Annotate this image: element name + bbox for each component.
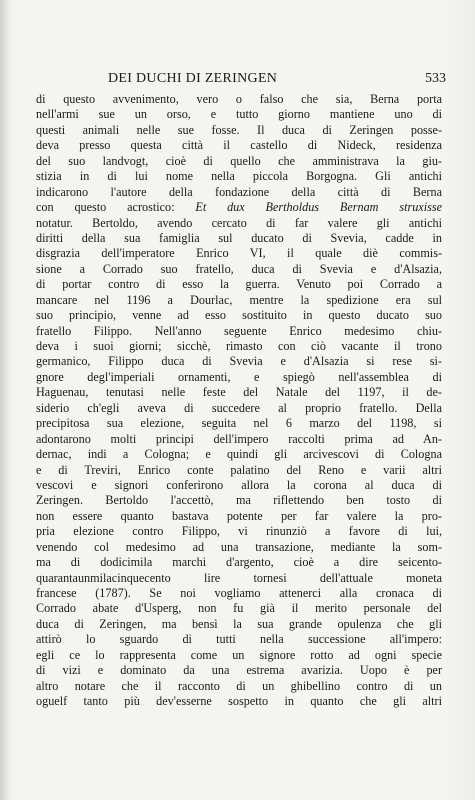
text-line: venendo col medesimo ad una transazione, mediante la som-: [36, 539, 442, 554]
text-line: vescovi e signori conferirono allora la corona al duca di: [36, 477, 442, 492]
text-line: suo principio, venne ad esso sostituito in questo ducato suo: [36, 308, 442, 323]
text-line: egli ce lo rappresenta come un signore rotto ad ogni specie: [36, 647, 442, 662]
text-line: mancare nel 1196 a Dourlac, mentre la spedizione era sul: [36, 292, 442, 307]
text-line: ma di dodicimila marchi d'argento, cioè a dire seicento-: [36, 555, 442, 570]
text-line: sione a Corrado suo fratello, duca di Svevia e d'Alsazia,: [36, 261, 442, 276]
text-line: questi animali nelle sue fosse. Il duca di Zeringen posse-: [36, 122, 442, 137]
acrostic-intro: con questo acrostico:: [36, 200, 175, 215]
text-line: francese (1787). Se noi vogliamo attenerci alla cronaca di: [36, 586, 442, 600]
text-line: deva presso questa città il castello di Nideck, residenza: [36, 138, 442, 153]
text-line: siderio ch'egli aveva di succedere al proprio fratello. Della: [36, 400, 442, 415]
acrostic-quote: Et dux Bertholdus Bernam struxisse: [195, 200, 442, 215]
text-line: pria elezione contro Filippo, vi rinunziò a favore di lui,: [36, 524, 442, 539]
text-line: di questo avvenimento, vero o falso che sia, Berna porta: [36, 92, 442, 106]
text-line: di vizi e dominato da una estrema avarizia. Uopo è per: [36, 663, 442, 678]
text-line: duca di Zeringen, ma bensì la sua grande opulenza che gli: [36, 616, 442, 631]
text-line: e di Treviri, Enrico conte palatino del Reno e varii altri: [36, 462, 442, 477]
text-line: deva i suoi giorni; sicchè, rimasto con ciò vacante il trono: [36, 339, 442, 353]
text-line: non essere quanto bastava potente per far valere la pro-: [36, 508, 442, 523]
text-line: nell'armi sue un orso, e tutto giorno mantiene uno di: [36, 107, 442, 122]
text-line: altro notare che il racconto di un ghibellino contro di un: [36, 678, 442, 693]
text-line: oguelf tanto più dev'esserne sospetto in quanto che gli altri: [36, 694, 442, 709]
gutter-shadow: [0, 0, 10, 800]
text-line: adontarono molti principi dell'impero raccolti prima ad An-: [36, 431, 442, 446]
text-line: Corrado abate d'Usperg, non fu già il merito personale del: [36, 601, 442, 616]
text-line: stizia in di lui nome nella piccola Borgogna. Gli antichi: [36, 169, 442, 184]
body-text: [36, 92, 442, 710]
text-line: precipitosa sua elezione, seguita nel 6 marzo del 1198, si: [36, 416, 442, 431]
text-line: Haguenau, tenutasi nelle feste del Natale del 1197, il de-: [36, 385, 442, 400]
text-line: fratello Filippo. Nell'anno seguente Enrico medesimo chiu-: [36, 323, 442, 338]
text-line: notatur. Bertoldo, avendo cercato di far valere gli antichi: [36, 215, 442, 230]
running-head: DEI DUCHI DI ZERINGEN: [108, 71, 278, 86]
page-number: 533: [425, 71, 446, 86]
text-line: germanico, Filippo duca di Svevia e d'Alsazia si rese si-: [36, 354, 442, 369]
text-line-acrostic: [36, 200, 442, 215]
text-line: dernac, indi a Cologna; e quindi gli arcivescovi di Cologna: [36, 447, 442, 462]
text-line: diritti della sua famiglia sul ducato di Svevia, cadde in: [36, 230, 442, 245]
text-line: disgrazia dell'imperatore Enrico VI, il quale diè commis-: [36, 246, 442, 261]
text-line: attirò lo sguardo di tutti nella successione all'impero:: [36, 632, 442, 647]
page-header: [36, 71, 446, 89]
text-line: del suo landvogt, cioè di quello che amministrava la giu-: [36, 153, 442, 168]
text-line: quarantaunmilacinquecento lire tornesi dell'attuale moneta: [36, 570, 442, 585]
text-line: Zeringen. Bertoldo l'accettò, ma riflettendo ben tosto di: [36, 493, 442, 508]
text-line: indicarono l'autore della fondazione della città di Berna: [36, 184, 442, 199]
text-line: di portar contro di esso la guerra. Venuto poi Corrado a: [36, 277, 442, 292]
text-line: gnore degl'imperiali ornamenti, e spiegò nell'assemblea di: [36, 369, 442, 384]
